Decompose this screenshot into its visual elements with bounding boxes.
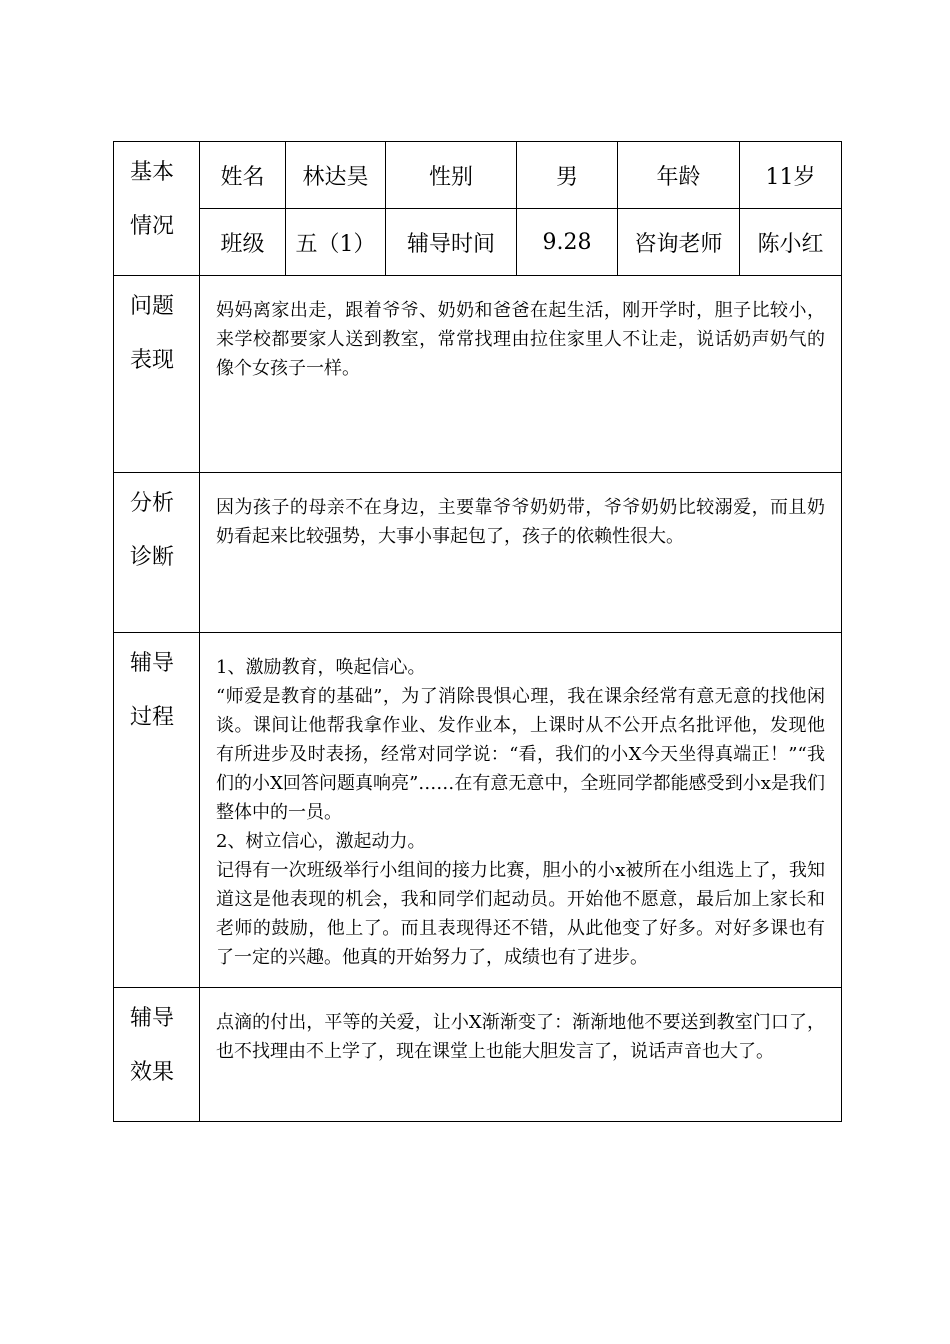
- paragraph: 记得有一次班级举行小组间的接力比赛，胆小的小x被所在小组选上了，我知道这是他表现的机会，我和同学们起动员。开始他不愿意，最后加上家长和老师的鼓励，他上了。而且表现得还不错，从此他变了好多。对好多课也有了一定的兴趣。他真的开始努力了，成绩也有了进步。: [216, 860, 825, 968]
- paragraph: 因为孩子的母亲不在身边，主要靠爷爷奶奶带，爷爷奶奶比较溺爱，而且奶奶看起来比较强势，大事小事起包了，孩子的依赖性很大。: [216, 497, 825, 547]
- section-label-effect: [114, 988, 200, 1122]
- analysis-text: [200, 473, 842, 633]
- section-label-process: [114, 633, 200, 988]
- teacher-value: 陈小红: [740, 209, 842, 276]
- gender-label: 性别: [386, 142, 517, 209]
- label-line: 表现: [130, 348, 175, 373]
- name-value: 林达昊: [286, 142, 386, 209]
- class-label: 班级: [200, 209, 286, 276]
- label-line: 情况: [130, 214, 175, 239]
- time-value: 9.28: [517, 209, 618, 276]
- section-label-problem: [114, 276, 200, 473]
- paragraph: 妈妈离家出走，跟着爷爷、奶奶和爸爸在起生活，刚开学时，胆子比较小，来学校都要家人送到教室，常常找理由拉住家里人不让走，说话奶声奶气的像个女孩子一样。: [216, 300, 825, 379]
- teacher-label: 咨询老师: [618, 209, 740, 276]
- paragraph: 2、树立信心，激起动力。: [216, 831, 426, 852]
- paragraph: “师爱是教育的基础”，为了消除畏惧心理，我在课余经常有意无意的找他闲谈。课间让他帮我拿作业、发作业本，上课时从不公开点名批评他，发现他有所进步及时表扬，经常对同学说：“看，我们的小X今天坐得真端正！”“我们的小X回答问题真响亮”……在有意无意中，全班同学都能感受到小x是我们整体中的一员。: [216, 686, 825, 823]
- section-label-basic: [114, 142, 200, 276]
- effect-text: [200, 988, 842, 1122]
- label-line: 基本: [130, 160, 175, 185]
- class-value: 五（1）: [286, 209, 386, 276]
- paragraph: 点滴的付出，平等的关爱，让小X渐渐变了：渐渐地他不要送到教室门口了，也不找理由不上学了，现在课堂上也能大胆发言了，说话声音也大了。: [216, 1012, 825, 1062]
- section-label-analysis: [114, 473, 200, 633]
- label-line: 效果: [130, 1060, 175, 1085]
- age-label: 年龄: [618, 142, 740, 209]
- label-line: 辅导: [130, 651, 175, 676]
- problem-text: [200, 276, 842, 473]
- label-line: 问题: [130, 294, 175, 319]
- counseling-record-table: [113, 141, 842, 1122]
- time-label: 辅导时间: [386, 209, 517, 276]
- age-value: 11岁: [740, 142, 842, 209]
- paragraph: 1、激励教育，唤起信心。: [216, 657, 426, 678]
- label-line: 诊断: [130, 545, 175, 570]
- gender-value: 男: [517, 142, 618, 209]
- process-text: [200, 633, 842, 988]
- name-label: 姓名: [200, 142, 286, 209]
- label-line: 辅导: [130, 1006, 175, 1031]
- label-line: 过程: [130, 705, 175, 730]
- label-line: 分析: [130, 491, 175, 516]
